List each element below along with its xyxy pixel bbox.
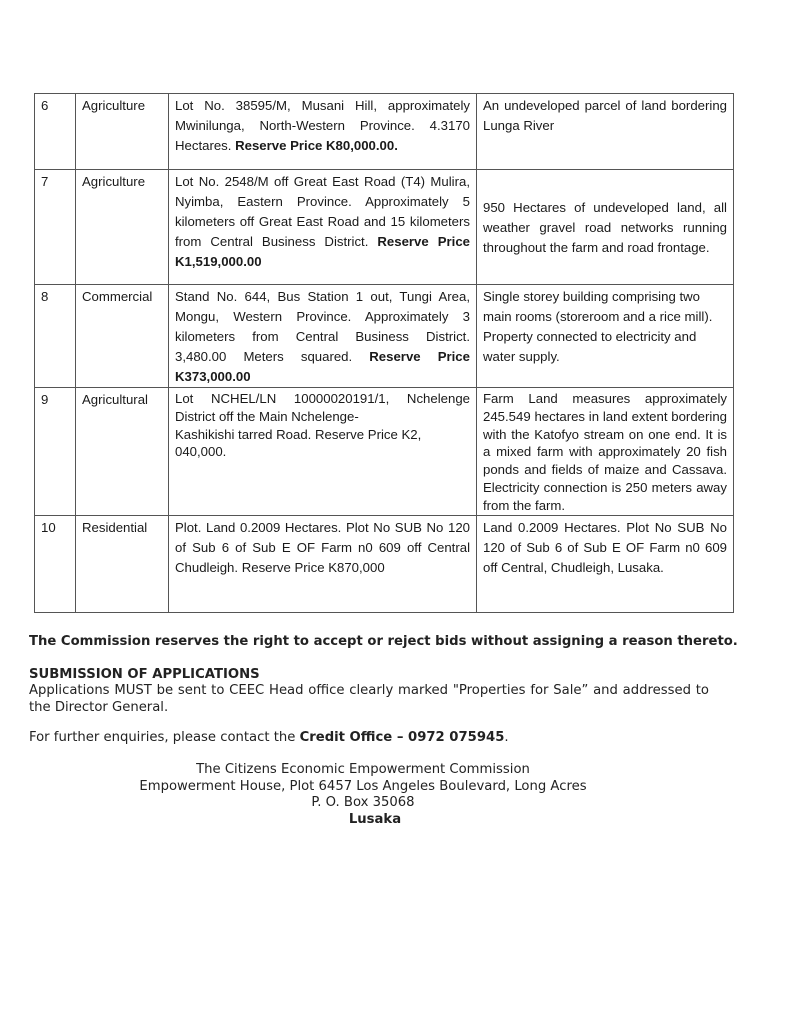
reserve-price: Reserve Price K80,000.00. bbox=[235, 138, 398, 153]
property-details-cell: Land 0.2009 Hectares. Plot No SUB No 120 of Sub 6 of Sub E OF Farm n0 609 off Central, Chudleigh, Lusaka. bbox=[477, 515, 734, 612]
property-details-cell: 950 Hectares of undeveloped land, all weather gravel road networks running throughout the farm and road frontage. bbox=[477, 170, 734, 285]
description-line: Lot NCHEL/LN 10000020191/1, Nchelenge District off the Main Nchelenge- bbox=[175, 391, 470, 424]
property-description-cell bbox=[169, 94, 477, 170]
table-row bbox=[35, 285, 734, 388]
lot-number-cell: 8 bbox=[35, 285, 76, 388]
category-cell: Residential bbox=[76, 515, 169, 612]
table-row bbox=[35, 170, 734, 285]
property-details-cell: Single storey building comprising two main rooms (storeroom and a rice mill). Property connected to electricity and water supply. bbox=[477, 285, 734, 388]
address-block bbox=[29, 762, 697, 828]
submission-heading: SUBMISSION OF APPLICATIONS bbox=[29, 667, 260, 682]
description-line: Kashikishi tarred Road. Reserve Price K2, 040,000. bbox=[175, 426, 422, 460]
address-po-box: P. O. Box 35068 bbox=[311, 795, 415, 810]
description-text: Stand No. 644, Bus Station 1 out, Tungi Area, Mongu, Western Province. Approximately 3 kilometers from Central Business District. 3,480.00 Meters squared. bbox=[175, 289, 470, 364]
table-row bbox=[35, 388, 734, 516]
disclaimer-text: The Commission reserves the right to accept or reject bids without assigning a reason thereto. bbox=[29, 634, 738, 649]
submission-body: Applications MUST be sent to CEEC Head office clearly marked "Properties for Sale” and addressed to the Director General. bbox=[29, 683, 709, 715]
lot-number-cell: 10 bbox=[35, 515, 76, 612]
category-cell: Agricultural bbox=[76, 388, 169, 516]
table-row bbox=[35, 94, 734, 170]
address-organisation: The Citizens Economic Empowerment Commission bbox=[196, 762, 530, 777]
enquiry-prefix: For further enquiries, please contact the bbox=[29, 730, 300, 745]
lot-number-cell: 6 bbox=[35, 94, 76, 170]
enquiry-text bbox=[29, 730, 769, 745]
table-row bbox=[35, 515, 734, 612]
address-street: Empowerment House, Plot 6457 Los Angeles Boulevard, Long Acres bbox=[139, 778, 587, 794]
property-description-cell bbox=[169, 170, 477, 285]
description-text: Lot No. 38595/M, Musani Hill, approximately Mwinilunga, North-Western Province. 4.3170 Hectares. bbox=[175, 98, 470, 153]
property-description-cell bbox=[169, 388, 477, 516]
property-details-cell: Farm Land measures approximately 245.549 hectares in land extent bordering with the Katofyo stream on one end. It is a mixed farm with approximately 20 fish ponds and fields of maize and Cassava. Electricity connection is 250 meters away from the farm. bbox=[477, 388, 734, 516]
reserve-price: Reserve Price K373,000.00 bbox=[175, 349, 470, 384]
lot-number-cell: 9 bbox=[35, 388, 76, 516]
property-details-cell: An undeveloped parcel of land bordering Lunga River bbox=[477, 94, 734, 170]
property-description-cell: Plot. Land 0.2009 Hectares. Plot No SUB No 120 of Sub 6 of Sub E OF Farm n0 609 off Central Chudleigh. Reserve Price K870,000 bbox=[169, 515, 477, 612]
category-cell: Commercial bbox=[76, 285, 169, 388]
address-city: Lusaka bbox=[348, 811, 402, 827]
enquiry-suffix: . bbox=[504, 730, 509, 745]
properties-table bbox=[34, 93, 734, 613]
reserve-price: Reserve Price K1,519,000.00 bbox=[175, 234, 470, 269]
credit-office-contact: Credit Office – 0972 075945 bbox=[299, 730, 505, 745]
lot-number-cell: 7 bbox=[35, 170, 76, 285]
category-cell: Agriculture bbox=[76, 94, 169, 170]
property-description-cell bbox=[169, 285, 477, 388]
description-text: Lot No. 2548/M off Great East Road (T4) Mulira, Nyimba, Eastern Province. Approximately 5 kilometers off Great East Road and 15 kilometers from Central Business District. bbox=[175, 174, 470, 249]
category-cell: Agriculture bbox=[76, 170, 169, 285]
